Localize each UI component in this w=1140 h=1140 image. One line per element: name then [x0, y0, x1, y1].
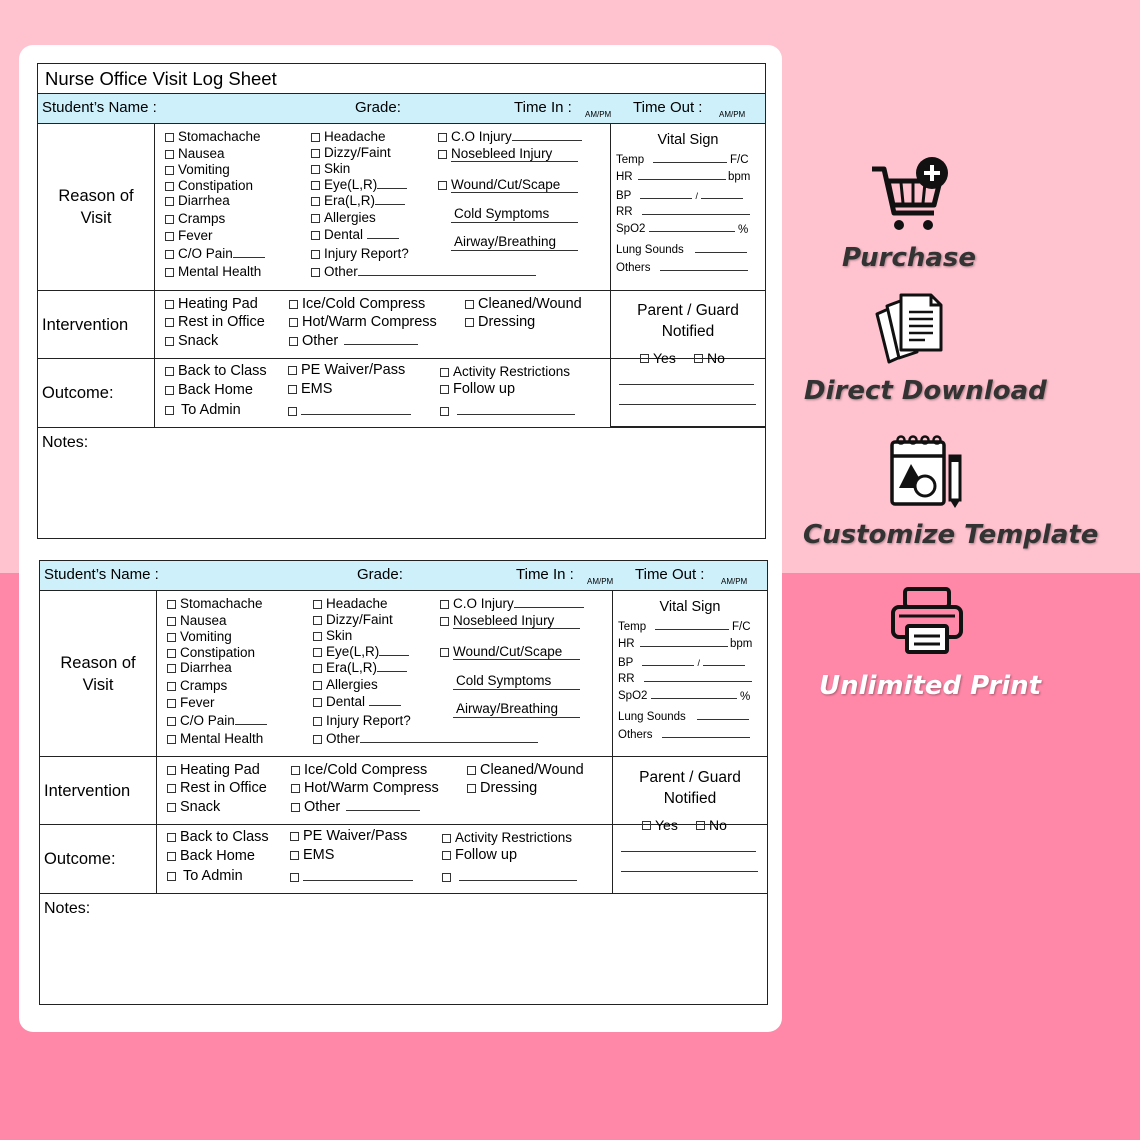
checkbox-constipation[interactable]: Constipation [167, 645, 255, 661]
vital-spo2[interactable]: SpO2 [616, 223, 735, 235]
checkbox-yes[interactable]: Yes [640, 350, 676, 366]
checkbox-fever[interactable]: Fever [167, 695, 215, 711]
checkbox-hot-compress[interactable]: Hot/Warm Compress [289, 314, 437, 330]
checkbox-diarrhea[interactable]: Diarrhea [167, 660, 232, 676]
spo2-unit: % [738, 224, 749, 236]
time-out-ampm: AM/PM [719, 110, 746, 119]
checkbox-outcome-blank-1[interactable] [290, 869, 413, 885]
checkbox-yes[interactable]: Yes [642, 817, 678, 833]
printer-icon [889, 586, 965, 656]
checkbox-heating-pad[interactable]: Heating Pad [167, 762, 260, 778]
checkbox-eye[interactable]: Eye(L,R) [311, 177, 407, 193]
checkbox-outcome-blank-1[interactable] [288, 403, 411, 419]
notes-area[interactable] [38, 428, 765, 538]
checkbox-dizzy[interactable]: Dizzy/Faint [311, 145, 391, 161]
vital-hr[interactable]: HR [618, 638, 728, 650]
vital-rr[interactable]: RR [618, 673, 752, 685]
checkbox-vomiting[interactable]: Vomiting [167, 629, 232, 645]
checkbox-hot-compress[interactable]: Hot/Warm Compress [291, 780, 439, 796]
checkbox-dental[interactable]: Dental [311, 227, 399, 243]
checkbox-dressing[interactable]: Dressing [465, 314, 535, 330]
cart-plus-icon [868, 155, 952, 235]
checkbox-to-admin[interactable]: To Admin [167, 868, 243, 884]
airway-breathing: Airway/Breathing [456, 701, 559, 716]
vital-others[interactable]: Others [616, 262, 748, 274]
checkbox-wound[interactable]: Wound/Cut/Scape [440, 644, 562, 660]
vital-temp[interactable]: Temp [616, 154, 727, 166]
visit-log-form-2 [39, 560, 768, 1005]
parent-notified-panel [610, 290, 765, 427]
checkbox-ice-compress[interactable]: Ice/Cold Compress [291, 762, 427, 778]
vital-sign-panel [610, 124, 765, 290]
checkbox-follow-up[interactable]: Follow up [440, 381, 515, 397]
airway-breathing: Airway/Breathing [454, 234, 557, 249]
vital-sign-title: Vital Sign [657, 132, 719, 148]
parent-notified-title: Parent / Guard Notified [637, 302, 739, 340]
checkbox-ems[interactable]: EMS [290, 847, 334, 863]
spo2-unit: % [740, 691, 751, 703]
feature-label-direct-download: Direct Download [804, 376, 1047, 406]
form-title: Nurse Office Visit Log Sheet [38, 64, 765, 94]
checkbox-mental-health[interactable]: Mental Health [165, 264, 261, 280]
intervention-label: Intervention [40, 757, 157, 824]
checkbox-activity-restrictions[interactable]: Activity Restrictions [440, 364, 570, 380]
calendar-shapes-icon [889, 434, 965, 508]
cold-symptoms: Cold Symptoms [456, 673, 552, 688]
student-name-label: Student’s Name : [42, 99, 157, 116]
reason-label: Reason of Visit [38, 124, 155, 290]
vital-sign-title: Vital Sign [659, 599, 721, 615]
checkbox-injury-report[interactable]: Injury Report? [313, 713, 411, 729]
checkbox-vomiting[interactable]: Vomiting [165, 162, 230, 178]
reason-row [40, 591, 767, 757]
checkbox-headache[interactable]: Headache [311, 129, 386, 145]
checkbox-cramps[interactable]: Cramps [167, 678, 227, 694]
checkbox-dental[interactable]: Dental [313, 694, 401, 710]
checkbox-no[interactable]: No [694, 350, 725, 366]
checkbox-wound[interactable]: Wound/Cut/Scape [438, 177, 560, 193]
checkbox-back-to-class[interactable]: Back to Class [165, 363, 267, 379]
temp-unit: F/C [730, 154, 749, 166]
time-in-ampm: AM/PM [587, 577, 614, 586]
checkbox-era[interactable]: Era(L,R) [313, 660, 407, 676]
checkbox-back-home[interactable]: Back Home [165, 382, 253, 398]
checkbox-other[interactable]: Other [311, 264, 536, 280]
checkbox-rest-office[interactable]: Rest in Office [165, 314, 265, 330]
checkbox-intervention-other[interactable]: Other [291, 799, 420, 815]
hr-unit: bpm [728, 171, 751, 183]
parent-notified-panel [612, 757, 767, 894]
vital-hr[interactable]: HR [616, 171, 726, 183]
hr-unit: bpm [730, 638, 753, 650]
checkbox-nausea[interactable]: Nausea [165, 146, 225, 162]
checkbox-cleaned-wound[interactable]: Cleaned/Wound [467, 762, 584, 778]
grade-label: Grade: [357, 566, 403, 583]
grade-label: Grade: [355, 99, 401, 116]
notes-label: Notes: [42, 434, 89, 451]
checkbox-nosebleed[interactable]: Nosebleed Injury [438, 146, 552, 162]
cold-symptoms: Cold Symptoms [454, 206, 550, 221]
vital-lung[interactable]: Lung Sounds [618, 711, 749, 723]
feature-label-purchase: Purchase [842, 243, 977, 273]
checkbox-rest-office[interactable]: Rest in Office [167, 780, 267, 796]
checkbox-snack[interactable]: Snack [165, 333, 218, 349]
checkbox-ice-compress[interactable]: Ice/Cold Compress [289, 296, 425, 312]
checkbox-era[interactable]: Era(L,R) [311, 193, 405, 209]
checkbox-intervention-other[interactable]: Other [289, 333, 418, 349]
vital-bp[interactable]: BP / [616, 190, 743, 202]
checkbox-diarrhea[interactable]: Diarrhea [165, 193, 230, 209]
checkbox-cleaned-wound[interactable]: Cleaned/Wound [465, 296, 582, 312]
student-name-label: Student’s Name : [44, 566, 159, 583]
vital-temp[interactable]: Temp [618, 621, 729, 633]
checkbox-heating-pad[interactable]: Heating Pad [165, 296, 258, 312]
checkbox-outcome-blank-2[interactable] [440, 403, 575, 419]
checkbox-fever[interactable]: Fever [165, 228, 213, 244]
reason-row [38, 124, 765, 291]
documents-icon [873, 292, 945, 364]
checkbox-co-pain[interactable]: C/O Pain [165, 246, 265, 262]
vital-bp[interactable]: BP / [618, 657, 745, 669]
time-out-label: Time Out : [635, 566, 705, 583]
time-in-ampm: AM/PM [585, 110, 612, 119]
checkbox-other[interactable]: Other [313, 731, 538, 747]
vital-others[interactable]: Others [618, 729, 750, 741]
checkbox-cramps[interactable]: Cramps [165, 211, 225, 227]
checkbox-back-to-class[interactable]: Back to Class [167, 829, 269, 845]
visit-log-form-1 [37, 63, 766, 539]
checkbox-constipation[interactable]: Constipation [165, 178, 253, 194]
feature-label-customize-template: Customize Template [803, 520, 1099, 550]
checkbox-to-admin[interactable]: To Admin [165, 402, 241, 418]
vital-lung[interactable]: Lung Sounds [616, 244, 747, 256]
checkbox-co-injury[interactable]: C.O Injury [438, 129, 582, 145]
checkbox-ems[interactable]: EMS [288, 381, 332, 397]
time-out-ampm: AM/PM [721, 577, 748, 586]
checkbox-co-injury[interactable]: C.O Injury [440, 596, 584, 612]
feature-label-unlimited-print: Unlimited Print [819, 671, 1042, 701]
checkbox-dressing[interactable]: Dressing [467, 780, 537, 796]
checkbox-skin[interactable]: Skin [313, 628, 352, 644]
checkbox-headache[interactable]: Headache [313, 596, 388, 612]
checkbox-stomachache[interactable]: Stomachache [165, 129, 261, 145]
intervention-label: Intervention [38, 291, 155, 358]
vital-spo2[interactable]: SpO2 [618, 690, 737, 702]
time-out-label: Time Out : [633, 99, 703, 116]
checkbox-outcome-blank-2[interactable] [442, 869, 577, 885]
checkbox-pe-waiver[interactable]: PE Waiver/Pass [288, 362, 405, 378]
checkbox-dizzy[interactable]: Dizzy/Faint [313, 612, 393, 628]
notes-label: Notes: [44, 900, 91, 917]
vital-sign-panel [612, 591, 767, 756]
checkbox-injury-report[interactable]: Injury Report? [311, 246, 409, 262]
outcome-label: Outcome: [40, 825, 157, 893]
parent-notified-title: Parent / Guard Notified [639, 769, 741, 807]
checkbox-mental-health[interactable]: Mental Health [167, 731, 263, 747]
checkbox-no[interactable]: No [696, 817, 727, 833]
student-info-bar [40, 561, 767, 591]
checkbox-snack[interactable]: Snack [167, 799, 220, 815]
checkbox-allergies[interactable]: Allergies [313, 677, 378, 693]
checkbox-eye[interactable]: Eye(L,R) [313, 644, 409, 660]
outcome-label: Outcome: [38, 359, 155, 427]
notes-area[interactable] [40, 894, 767, 1004]
temp-unit: F/C [732, 621, 751, 633]
checkbox-pe-waiver[interactable]: PE Waiver/Pass [290, 828, 407, 844]
checkbox-stomachache[interactable]: Stomachache [167, 596, 263, 612]
checkbox-nausea[interactable]: Nausea [167, 613, 227, 629]
checkbox-co-pain[interactable]: C/O Pain [167, 713, 267, 729]
reason-label: Reason of Visit [40, 591, 157, 756]
time-in-label: Time In : [514, 99, 572, 116]
checkbox-activity-restrictions[interactable]: Activity Restrictions [442, 830, 572, 846]
checkbox-follow-up[interactable]: Follow up [442, 847, 517, 863]
vital-rr[interactable]: RR [616, 206, 750, 218]
checkbox-skin[interactable]: Skin [311, 161, 350, 177]
checkbox-back-home[interactable]: Back Home [167, 848, 255, 864]
checkbox-allergies[interactable]: Allergies [311, 210, 376, 226]
time-in-label: Time In : [516, 566, 574, 583]
checkbox-nosebleed[interactable]: Nosebleed Injury [440, 613, 554, 629]
student-info-bar [38, 94, 765, 124]
